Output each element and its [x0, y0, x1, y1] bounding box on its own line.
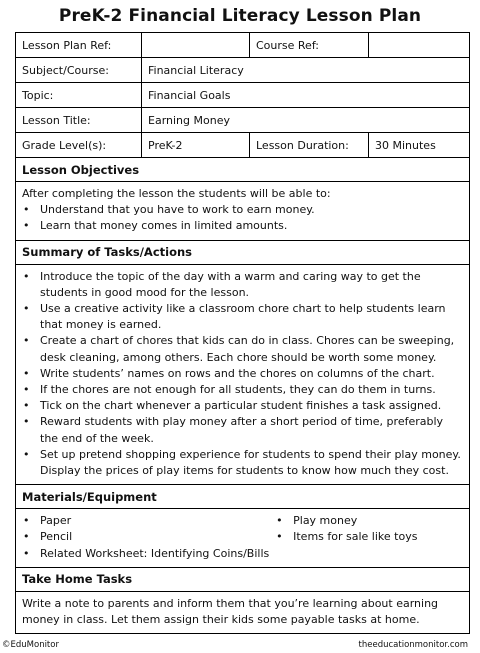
- row-topic: [16, 83, 469, 108]
- material-item: • Pencil: [22, 529, 275, 545]
- material-item: • Related Worksheet: Identifying Coins/Bills: [22, 546, 275, 562]
- subject-label: Subject/Course:: [16, 58, 142, 82]
- homework-heading: Take Home Tasks: [16, 568, 469, 592]
- course-ref-label: Course Ref:: [250, 33, 369, 57]
- objective-item: • Learn that money comes in limited amounts.: [22, 218, 463, 234]
- objective-item: • Understand that you have to work to earn money.: [22, 202, 463, 218]
- duration-label: Lesson Duration:: [250, 133, 369, 157]
- material-item: • Items for sale like toys: [275, 529, 463, 545]
- materials-list-left: [22, 513, 275, 562]
- topic-value: Financial Goals: [148, 88, 231, 102]
- grade-label: Grade Level(s):: [16, 133, 142, 157]
- materials-list-right: [275, 513, 463, 562]
- lesson-plan-ref-value[interactable]: [142, 33, 250, 57]
- duration-value: 30 Minutes: [375, 138, 436, 152]
- objectives-heading: Lesson Objectives: [16, 158, 469, 182]
- page-title: PreK-2 Financial Literacy Lesson Plan: [58, 6, 422, 26]
- topic-label: Topic:: [16, 83, 142, 107]
- task-item: • Introduce the topic of the day with a warm and caring way to get the students in good mood for the lesson.: [22, 269, 463, 301]
- copyright-label: ©EduMonitor: [2, 640, 59, 650]
- material-item: • Paper: [22, 513, 275, 529]
- objectives-list: [22, 202, 463, 234]
- subject-value: Financial Literacy: [148, 63, 244, 77]
- lesson-plan-ref-label: Lesson Plan Ref:: [16, 33, 142, 57]
- grade-value: PreK-2: [142, 133, 250, 157]
- lesson-title-value: Earning Money: [148, 113, 230, 127]
- materials-heading: Materials/Equipment: [16, 485, 469, 509]
- lesson-title-label: Lesson Title:: [16, 108, 142, 132]
- objectives-body: [16, 182, 469, 241]
- row-grade: [16, 133, 469, 158]
- objectives-intro: After completing the lesson the students will be able to:: [22, 187, 331, 200]
- website-label: theeducationmonitor.com: [358, 640, 468, 650]
- material-item: • Play money: [275, 513, 463, 529]
- task-item: • Set up pretend shopping experience for students to spend their play money. Display the prices of play items for students to know how much they cost.: [22, 447, 463, 479]
- task-item: • Reward students with play money after a short period of time, preferably the end of the week.: [22, 414, 463, 446]
- task-item: • Create a chart of chores that kids can do in class. Chores can be sweeping, desk cleaning, among others. Each chore should be worth some money.: [22, 333, 463, 365]
- task-item: • Tick on the chart whenever a particular student finishes a task assigned.: [22, 398, 463, 414]
- row-refs: [16, 33, 469, 58]
- task-item: • Use a creative activity like a classroom chore chart to help students learn that money is earned.: [22, 301, 463, 333]
- tasks-list: [22, 269, 463, 480]
- row-subject: [16, 58, 469, 83]
- task-item: • If the chores are not enough for all students, they can do them in turns.: [22, 382, 463, 398]
- task-item: • Write students’ names on rows and the chores on columns of the chart.: [22, 366, 463, 382]
- tasks-heading: Summary of Tasks/Actions: [16, 241, 469, 265]
- course-ref-value[interactable]: [369, 33, 468, 57]
- materials-body: [16, 509, 469, 568]
- homework-body: Write a note to parents and inform them that you’re learning about earning money in class. Let them assign their kids some payable tasks at home.: [22, 596, 439, 627]
- lesson-plan-table: [15, 32, 470, 634]
- row-lesson-title: [16, 108, 469, 133]
- tasks-body: [16, 265, 469, 486]
